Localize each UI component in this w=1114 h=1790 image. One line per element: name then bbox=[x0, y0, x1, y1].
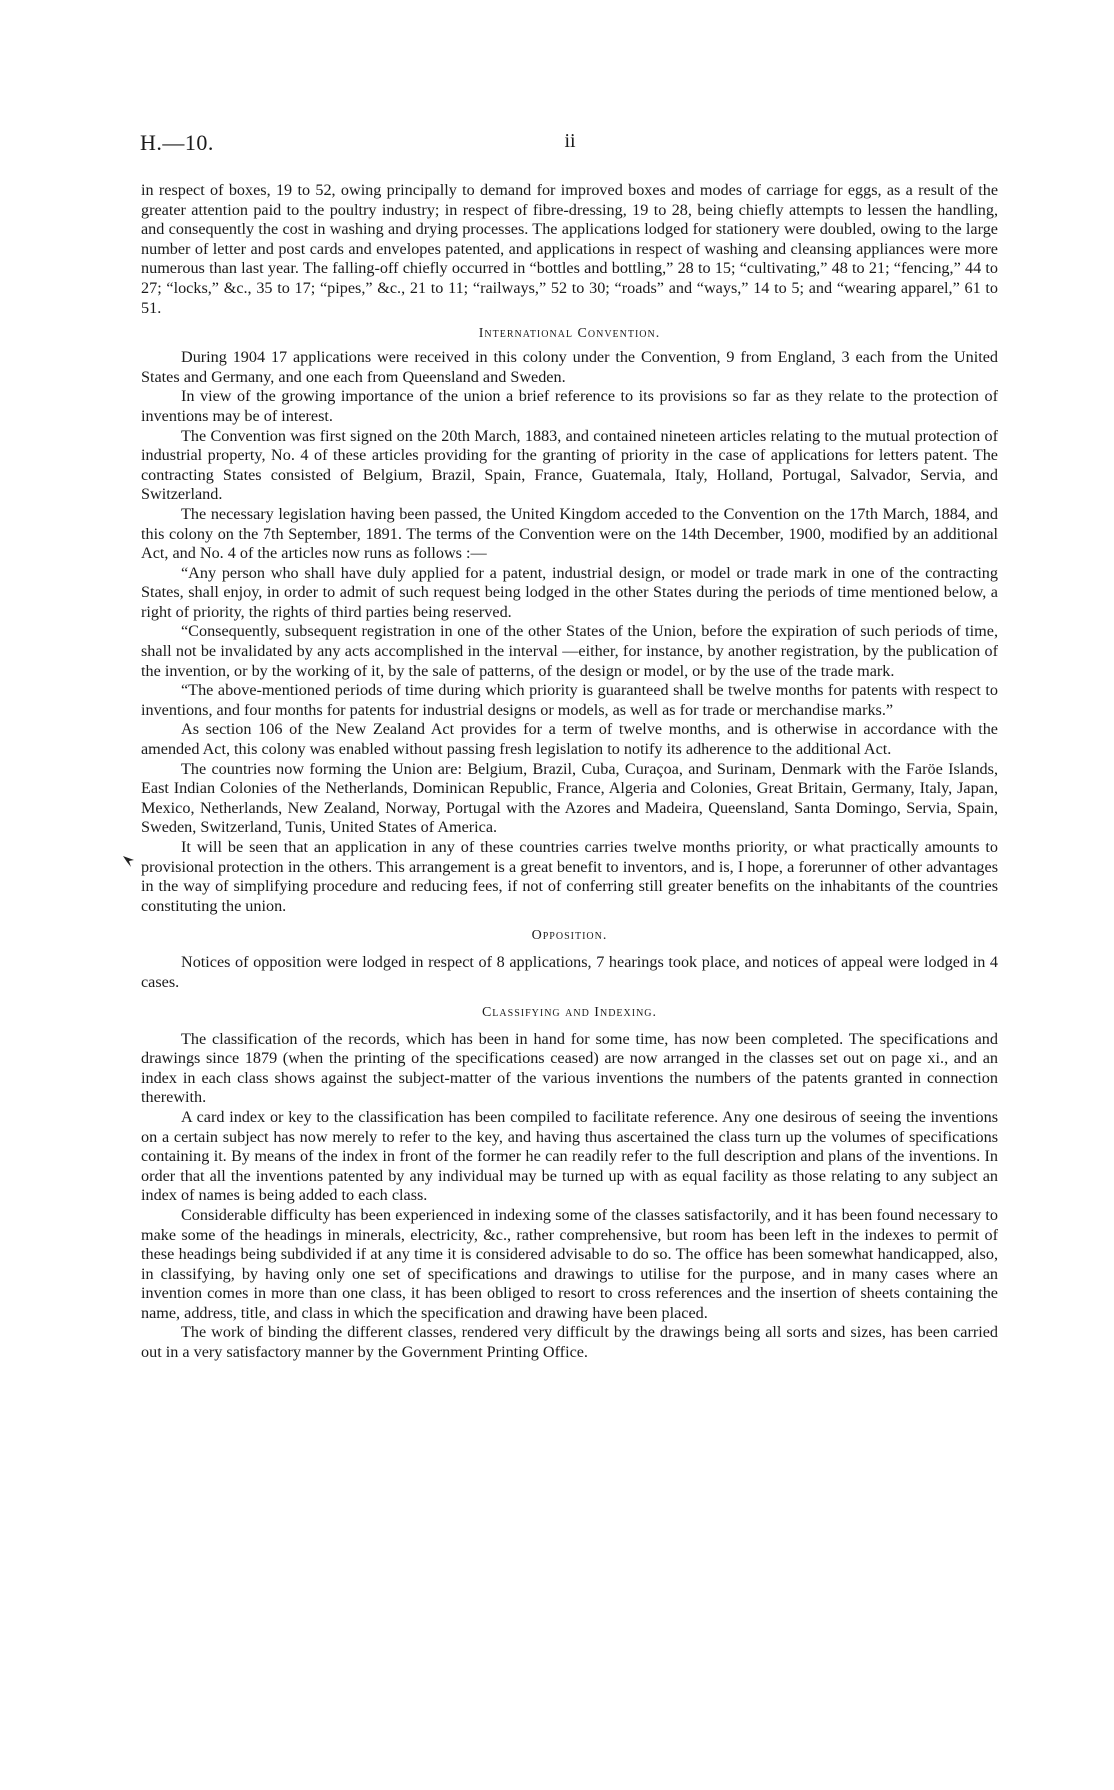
paragraph: Notices of opposition were lodged in respect of 8 applications, 7 hearings took place, and notices of appeal were lodged in 4 cases. bbox=[141, 953, 998, 991]
paragraph: The Convention was first signed on the 20th March, 1883, and contained nineteen articles relating to the mutual protection of industrial property, No. 4 of these articles providing for the granting of priority in the case of applications for letters patent. The contracting States consisted of Belgium, Brazil, Spain, France, Guatemala, Italy, Holland, Portugal, Salvador, Servia, and Switzerland. bbox=[141, 426, 998, 504]
paragraph: The work of binding the different classes, rendered very difficult by the drawings being all sorts and sizes, has been carried out in a very satisfactory manner by the Government Printing Office. bbox=[141, 1323, 998, 1362]
paragraph: During 1904 17 applications were received in this colony under the Convention, 9 from England, 3 each from the United States and Germany, and one each from Queensland and Sweden. bbox=[141, 348, 998, 386]
paragraph: The necessary legislation having been passed, the United Kingdom acceded to the Convention on the 17th March, 1884, and this colony on the 7th September, 1891. The terms of the Convention were on the 14th December, 1900, modified by an additional Act, and No. 4 of the articles now runs as follows :— bbox=[141, 504, 998, 563]
section-heading-opposition: Opposition. bbox=[531, 928, 608, 944]
intro-paragraph: in respect of boxes, 19 to 52, owing principally to demand for improved boxes and modes of carriage for eggs, as a result of the greater attention paid to the poultry industry; in respect of fibre-dressing, 19 to 28, being chiefly attempts to lessen the handling, and consequently the cost in washing and drying processes. The applications lodged for stationery were doubled, owing to the large number of letter and post cards and envelopes patented, and applications in respect of washing and cleansing appliances were more numerous than last year. The falling-off chiefly occurred in “bottles and bottling,” 28 to 15; “cultivating,” 48 to 21; “fencing,” 44 to 27; “locks,” &c., 35 to 17; “pipes,” &c., 21 to 11; “railways,” 52 to 30; “roads” and “ways,” 14 to 5; and “wearing apparel,” 61 to 51. bbox=[141, 181, 998, 317]
paragraph: In view of the growing importance of the union a brief reference to its provisions so far as they relate to the protection of inventions may be of interest. bbox=[141, 387, 998, 425]
paragraph: It will be seen that an application in any of these countries carries twelve months priority, or what practically amounts to provisional protection in the others. This arrangement is a great benefit to inventors, and is, I hope, a forerunner of other advantages in the way of simplifying procedure and reducing fees, if not of conferring still greater benefits on the inhabitants of the countries constituting the union. bbox=[141, 838, 998, 915]
paragraph: As section 106 of the New Zealand Act provides for a term of twelve months, and is otherwise in accordance with the amended Act, this colony was enabled without passing fresh legislation to notify its adherence to the additional Act. bbox=[141, 720, 998, 759]
document-body bbox=[141, 181, 998, 1363]
quoted-paragraph: “The above-mentioned periods of time during which priority is guaranteed shall be twelve months for patents with respect to inventions, and four months for patents for industrial designs or models, as well as for trade or merchandise marks.” bbox=[141, 681, 998, 719]
document-reference: H.—10. bbox=[140, 130, 214, 155]
section-heading-international-convention: International Convention. bbox=[478, 326, 661, 342]
section-heading-classifying-and-indexing: Classifying and Indexing. bbox=[481, 1004, 658, 1020]
page-header bbox=[140, 130, 1000, 160]
page-number: ii bbox=[564, 130, 576, 152]
margin-mark-icon bbox=[122, 854, 136, 868]
paragraph: A card index or key to the classification has been compiled to facilitate reference. Any one desirous of seeing the inventions on a certain subject has now merely to refer to the key, and having thus ascertained the class turn up the volumes of specifications containing it. By means of the index in front of the former he can readily refer to the full description and plans of the inventions. In order that all the inventions patented by any individual may be turned up with as equal facility as those relating to any subject an index of names is being added to each class. bbox=[141, 1107, 998, 1205]
paragraph: Considerable difficulty has been experienced in indexing some of the classes satisfactorily, and it has been found necessary to make some of the headings in minerals, electricity, &c., rather comprehensive, but room has been left in the indexes to permit of these headings being subdivided if at any time it is considered advisable to do so. The office has been somewhat handicapped, also, in classifying, by having only one set of specifications and drawings to utilise for the purpose, and in many cases where an invention comes in more than one class, it has been obliged to resort to cross references and the insertion of sheets containing the name, address, title, and class in which the specification and drawing have been placed. bbox=[141, 1205, 998, 1322]
paragraph: The countries now forming the Union are: Belgium, Brazil, Cuba, Curaçoa, and Surinam, Denmark with the Faröe Islands, East Indian Colonies of the Netherlands, Dominican Republic, France, Algeria and Colonies, Great Britain, Germany, Italy, Japan, Mexico, Netherlands, New Zealand, Norway, Portugal with the Azores and Madeira, Queensland, Santa Domingo, Servia, Spain, Sweden, Switzerland, Tunis, United States of America. bbox=[141, 759, 998, 837]
quoted-paragraph: “Any person who shall have duly applied for a patent, industrial design, or model or trade mark in one of the contracting States, shall enjoy, in order to admit of such request being lodged in the other States during the periods of time mentioned below, a right of priority, the rights of third parties being reserved. bbox=[141, 563, 998, 621]
paragraph: The classification of the records, which has been in hand for some time, has now been completed. The specifications and drawings since 1879 (when the printing of the specifications ceased) are now arranged in the classes set out on page xi., and an index in each class shows against the subject-matter of the various inventions the numbers of the patents granted in connection therewith. bbox=[141, 1029, 998, 1107]
quoted-paragraph: “Consequently, subsequent registration in one of the other States of the Union, before the expiration of such periods of time, shall not be invalidated by any acts accomplished in the interval —either, for instance, by another registration, by the publication of the invention, or by the working of it, by the sale of patterns, of the design or model, or by the use of the trade mark. bbox=[141, 622, 998, 680]
